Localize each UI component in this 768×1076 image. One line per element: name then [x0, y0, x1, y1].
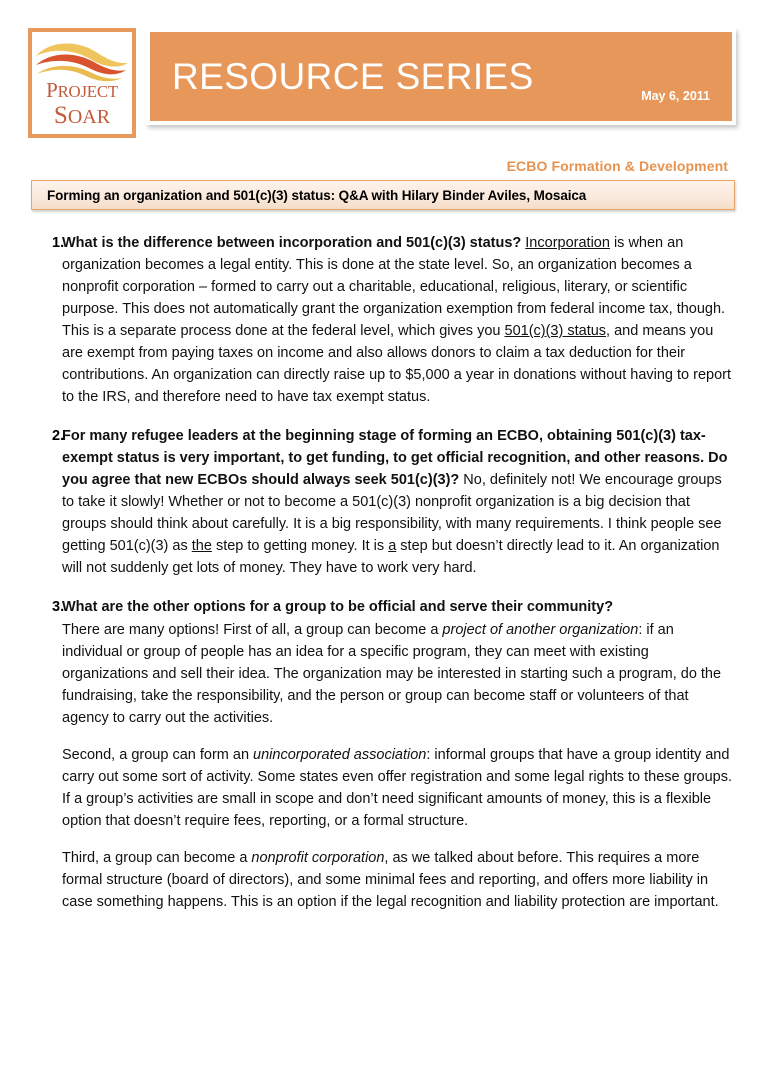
logo-wordmark — [32, 80, 132, 128]
text-run-normal: is when an organization becomes a legal entity. This is done at the state level. So, an organization becomes a nonprofit corporation – formed to carry out a charitable, educational, religious, literary, or scientific purpose. This does not automatically grant the organization exemption from federal income tax, though. This is a separate process done at the federal level, which gives you — [62, 235, 726, 340]
qa-number: 2. — [52, 428, 65, 445]
qa-paragraph — [62, 232, 732, 408]
page-title: Forming an organization and 501(c)(3) status: Q&A with Hilary Binder Aviles, Mosaica — [47, 187, 587, 203]
text-run-normal: Second, a group can form an — [62, 746, 254, 763]
text-run-normal: Third, a group can become a — [62, 849, 252, 866]
qa-paragraph — [62, 425, 732, 579]
qa-paragraph — [62, 596, 732, 728]
text-run-italic: nonprofit corporation — [251, 849, 385, 866]
page-header — [28, 28, 740, 150]
banner-wrapper — [146, 28, 740, 132]
logo-line-2: SOAR — [53, 102, 111, 129]
text-run-normal: , and means you are exempt from paying taxes on income and also allows donors to claim a tax deduction for their contributions. An organization can directly raise up to $5,000 a year in donations without having to report to the IRS, and therefore need to have tax exempt status. — [62, 323, 732, 406]
text-run-underline: Incorporation — [525, 235, 610, 251]
text-run-underline: the — [191, 538, 212, 555]
banner-title: RESOURCE SERIES — [172, 55, 534, 97]
document-page — [0, 28, 768, 1076]
text-run-underline: a — [388, 538, 397, 555]
text-run-italic: project of another organization — [442, 621, 639, 638]
qa-item — [36, 425, 732, 579]
text-run-underline: 501(c)(3) status — [504, 323, 607, 340]
text-run-bold: What are the other options for a group to be official and serve their community? — [62, 599, 614, 616]
resource-series-banner — [146, 28, 736, 125]
text-run-normal: step to getting money. It is — [211, 538, 389, 555]
qa-body — [62, 425, 732, 579]
text-run-normal: : if an individual or group of people has an idea for a specific program, they can meet with existing organizations and sell their idea. The organization may be interested in starting such a program, do the fundraising, take the responsibility, and the person or group can become staff or volunteers of that agency to carry out the activities. — [62, 621, 722, 726]
text-run-italic: unincorporated association — [253, 746, 427, 763]
qa-number: 3. — [52, 599, 65, 616]
qa-item — [36, 232, 732, 408]
qa-paragraph — [62, 744, 732, 832]
project-soar-logo — [28, 28, 136, 138]
qa-body — [62, 232, 732, 408]
text-run-normal: , as we talked about before. This requires a more formal structure (board of directors), and some minimal fees and reporting, and offers more liability in case something happens. This is an option if the legal recognition and liability protection are important. — [62, 849, 719, 910]
text-run-bold: For many refugee leaders at the beginning stage of forming an ECBO, obtaining 501(c)(3) tax-exempt status is very important, to get funding, to get official recognition, and other reasons. Do you agree that new ECBOs should always seek 501(c)(3)? — [62, 428, 728, 489]
logo-line-1: PROJECT — [46, 78, 118, 102]
series-subhead: ECBO Formation & Development — [506, 158, 728, 174]
document-title-bar — [31, 180, 735, 210]
text-run-normal: No, definitely not! We encourage groups to take it slowly! Whether or not to become a 501(c)(3) nonprofit organization is a big decision that groups should think about carefully. It is a big responsibility, with many requirements. I think people see getting 501(c)(3) as — [62, 472, 722, 555]
qa-body — [62, 596, 732, 912]
text-run-normal: step but doesn’t directly lead to it. An organization will not suddenly get lots of money. They have to work very hard. — [62, 538, 720, 577]
banner-date: May 6, 2011 — [641, 89, 710, 103]
qa-paragraph — [62, 847, 732, 913]
qa-number: 1. — [52, 235, 65, 251]
qa-content — [36, 232, 732, 913]
text-run-normal: : informal groups that have a group identity and carry out some sort of activity. Some states even offer registration and some legal rights to these groups. If a group’s activities are small in scope and don’t need significant amounts of money, this is a flexible option that doesn’t require fees, reporting, or a formal structure. — [62, 746, 733, 829]
text-run-bold: What is the difference between incorporation and 501(c)(3) status? — [62, 235, 522, 251]
text-run-normal: There are many options! First of all, a group can become a — [62, 621, 443, 638]
qa-item — [36, 596, 732, 912]
